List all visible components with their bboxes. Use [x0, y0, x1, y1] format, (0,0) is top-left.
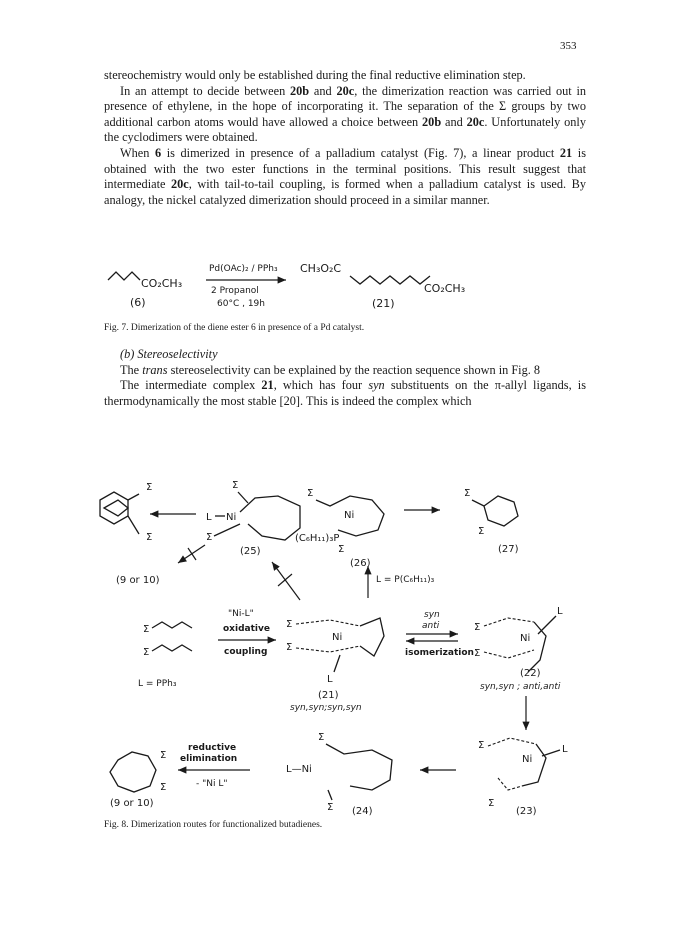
allyl-top-23	[488, 738, 536, 746]
compound-label-21: (21)	[318, 690, 339, 701]
para1-text: stereochemistry would only be established during the final reductive elimination step.	[104, 68, 526, 82]
sigma-label: Σ	[474, 648, 481, 659]
sigma-label: Σ	[318, 732, 325, 743]
para5-text-3: substituents on the π-allyl ligands, is thermodynamically the most stable [20]. This is indeed the complex which	[104, 378, 586, 408]
compound-label-9-or-10-bottom: (9 or 10)	[110, 798, 154, 809]
para4-text-1: The	[120, 362, 143, 377]
para4-italic-1: trans	[142, 362, 168, 377]
solvent-label: 2 Propanol	[211, 286, 259, 296]
para2-text-1: In an attempt to decide between	[120, 83, 290, 98]
diene-top	[152, 622, 192, 628]
compound-label-26: (26)	[350, 558, 371, 569]
starting-dienes	[138, 622, 192, 689]
sigma-label: Σ	[146, 532, 153, 543]
ligand-definition-top: L = P(C₆H₁₁)₃	[376, 575, 435, 585]
figure-7	[108, 262, 465, 310]
anti-label: anti	[422, 621, 440, 631]
sigma-label: Σ	[474, 622, 481, 633]
product-right-ester: CO₂CH₃	[424, 282, 466, 295]
compound-label-24: (24)	[352, 806, 373, 817]
stereo-descriptor-22: syn,syn ; anti,anti	[480, 682, 561, 692]
para3-bold-3: 20c	[170, 177, 189, 192]
page-number: 353	[560, 40, 577, 52]
nickel-label: Ni	[344, 510, 355, 521]
para3-text-3: is obtained with the two ester functions in the terminal positions. This result suggest that intermediate	[104, 145, 586, 192]
sigma-label: Σ	[143, 647, 150, 658]
section-heading: (b) Stereoselectivity	[120, 347, 218, 361]
compound-label-27: (27)	[498, 544, 519, 555]
sigma-label: Σ	[232, 480, 239, 491]
compound-label-22: (22)	[520, 668, 541, 679]
conditions-label: 60°C , 19h	[217, 299, 265, 309]
ligand-l-label: L	[557, 606, 563, 617]
sigma-label: Σ	[286, 619, 293, 630]
para5-text-1: The intermediate complex	[120, 378, 262, 393]
reactant-ester-group: CO₂CH₃	[141, 277, 183, 290]
sigma-label: Σ	[478, 526, 485, 537]
product-label: (21)	[372, 297, 395, 310]
complex-24	[286, 732, 392, 817]
ligand-l-label: L	[327, 674, 333, 685]
para2-text-5: . Unfortunately only the cyclodimers were obtained.	[104, 114, 586, 145]
figure-8-caption: Fig. 8. Dimerization routes for functionalized butadienes.	[104, 820, 323, 830]
nickel-label: Ni	[226, 512, 237, 523]
compound-label-23: (23)	[516, 806, 537, 817]
para2-bold-3: 20b	[422, 114, 442, 129]
allyl-bottom-23	[498, 778, 522, 790]
sigma-label: Σ	[160, 782, 167, 793]
allyl-top-22	[484, 618, 534, 626]
sigma-label: Σ	[143, 624, 150, 635]
figure-8	[100, 480, 568, 817]
product-chain	[350, 276, 430, 284]
para2-bold-2: 20c	[336, 83, 355, 98]
sigma-label: Σ	[464, 488, 471, 499]
syn-label: syn	[424, 610, 440, 620]
para2-bold-1: 20b	[290, 83, 310, 98]
nickel-label: Ni	[520, 633, 531, 644]
ligand-definition-bottom: L = PPh₃	[138, 679, 177, 689]
blocked-arrow-middle	[272, 562, 300, 600]
ring-23	[522, 744, 546, 786]
product-27	[464, 488, 519, 555]
para5-bold-1: 21	[261, 378, 274, 393]
ligand-nickel-label: L—Ni	[286, 764, 312, 775]
sigma-label: Σ	[286, 642, 293, 653]
para3-text-4: , with tail-to-tail coupling, is formed when a palladium catalyst is used. By analogy, the nickel catalyzed dimerization should proceed in a similar manner.	[104, 177, 586, 207]
para3-text-2: is dimerized in presence of a palladium catalyst (Fig. 7), a linear product	[161, 145, 560, 160]
allyl-bottom	[296, 646, 360, 652]
para3-text-1: When	[120, 145, 155, 160]
nickel-label: Ni	[522, 754, 533, 765]
para5-italic-1: syn	[368, 378, 385, 393]
reactant-label: (6)	[130, 296, 146, 309]
ligand-l-label: L	[562, 744, 568, 755]
sigma-label: Σ	[488, 798, 495, 809]
phosphine-ligand: (C₆H₁₁)₃P	[295, 533, 340, 544]
sigma-label: Σ	[478, 740, 485, 751]
isomerization-label: isomerization	[405, 648, 474, 658]
diene-bottom	[152, 645, 192, 651]
sigma-label: Σ	[307, 488, 314, 499]
complex-22	[474, 606, 563, 692]
sigma-label: Σ	[206, 532, 213, 543]
diene-ester-chain	[108, 272, 140, 280]
nickel-label: Ni	[332, 632, 343, 643]
figure-7-caption: Fig. 7. Dimerization of the diene ester 6 in presence of a Pd catalyst.	[104, 323, 365, 333]
stereo-descriptor-21: syn,syn;syn,syn	[290, 703, 362, 713]
ring-27	[484, 496, 518, 526]
oxidative-label: oxidative	[223, 624, 270, 634]
complex-23	[478, 738, 568, 817]
para5-text-2: , which has four	[273, 378, 369, 393]
sigma-label: Σ	[160, 750, 167, 761]
para3-bold-2: 21	[559, 145, 573, 160]
para2-text-3: , the dimerization reaction was carried out in presence of ethylene, in the hope of incorporating it. The separation of the Σ groups by two additional carbon atoms would have allowed a choice between	[104, 83, 587, 129]
sigma-label: Σ	[327, 802, 334, 813]
complex-21	[286, 618, 384, 713]
sigma-label: Σ	[146, 482, 153, 493]
nickel-reagent-label: "Ni-L"	[228, 609, 254, 619]
compound-label-9-or-10-top: (9 or 10)	[116, 575, 160, 586]
coupling-label: coupling	[224, 647, 268, 657]
reductive-label: reductive	[188, 743, 237, 753]
complex-26	[295, 488, 384, 569]
sigma-label: Σ	[338, 544, 345, 555]
para2-text-4: and	[441, 114, 467, 129]
product-cyclodimer-bottom	[110, 750, 166, 809]
ligand-l-label: L	[206, 512, 212, 523]
catalyst-reagent: Pd(OAc)₂ / PPh₃	[209, 264, 278, 274]
nickel-release-label: - "Ni L"	[196, 779, 228, 789]
product-cyclodimer-top	[100, 482, 160, 586]
ring-8	[110, 752, 156, 792]
para2-text-2: and	[309, 83, 337, 98]
elimination-label: elimination	[180, 754, 238, 764]
ring-25	[240, 496, 300, 540]
para4-text-2: stereoselectivity can be explained by the reaction sequence shown in Fig. 8	[167, 362, 541, 377]
allyl-bottom-22	[484, 650, 534, 658]
compound-label-25: (25)	[240, 546, 261, 557]
allyl-top	[296, 620, 360, 626]
para3-bold-1: 6	[154, 145, 162, 160]
complex-25	[206, 480, 300, 557]
para2-bold-4: 20c	[466, 114, 485, 129]
ring-fused	[104, 500, 128, 516]
product-left-ester: CH₃O₂C	[300, 262, 342, 275]
ring-21	[360, 618, 384, 656]
ring-24	[326, 744, 392, 790]
